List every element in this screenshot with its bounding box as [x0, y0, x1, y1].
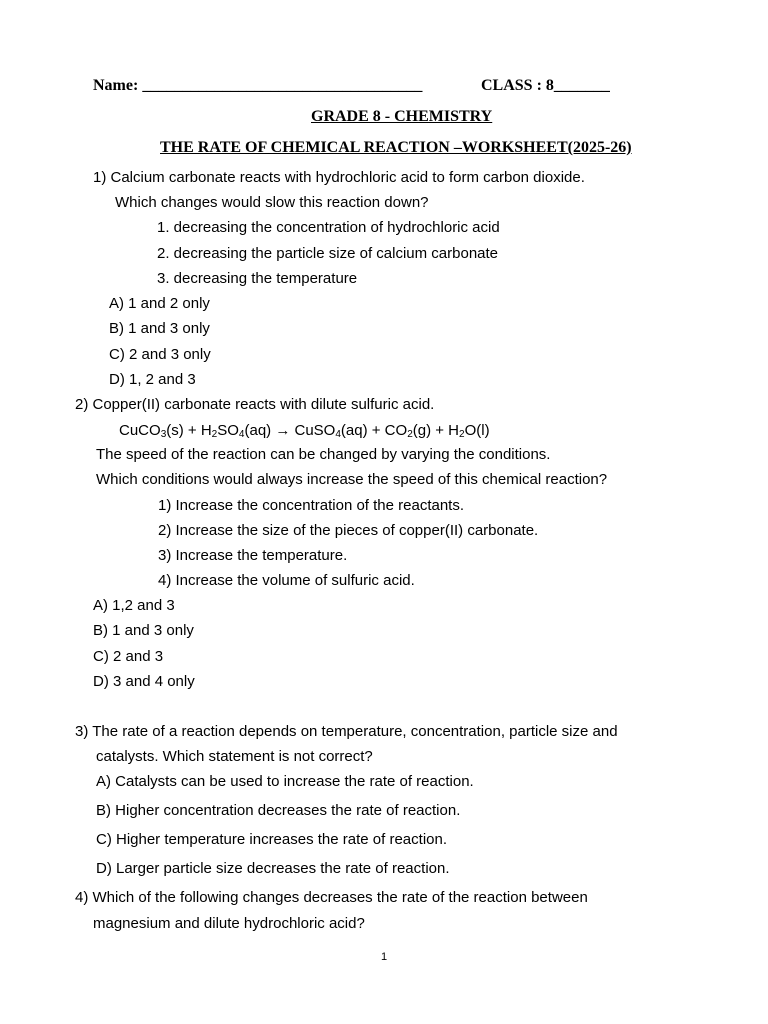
q2-option-d: D) 3 and 4 only: [93, 673, 195, 690]
q1-item-2: 2. decreasing the particle size of calcium carbonate: [157, 245, 499, 262]
q3-stem-line2: catalysts. Which statement is not correct?: [96, 748, 373, 765]
q3-option-b: B) Higher concentration decreases the rate of reaction.: [96, 802, 461, 819]
q1-option-b: B) 1 and 3 only: [109, 320, 210, 337]
q1-stem-line1: 1) Calcium carbonate reacts with hydrochloric acid to form carbon dioxide.: [93, 169, 585, 186]
q2-item-3: 3) Increase the temperature.: [158, 547, 348, 564]
class-field-label: CLASS : 8_______: [481, 77, 610, 94]
name-field-label: Name: ___________________________________: [93, 77, 423, 94]
q1-item-1: 1. decreasing the concentration of hydrochloric acid: [157, 219, 500, 236]
q3-option-a: A) Catalysts can be used to increase the rate of reaction.: [96, 773, 474, 790]
grade-title: GRADE 8 - CHEMISTRY: [311, 108, 493, 125]
q1-option-c: C) 2 and 3 only: [109, 346, 211, 363]
q2-stem-line2: The speed of the reaction can be changed by varying the conditions.: [96, 446, 551, 463]
q1-option-a: A) 1 and 2 only: [109, 295, 210, 312]
q3-option-c: C) Higher temperature increases the rate of reaction.: [96, 831, 447, 848]
q2-option-b: B) 1 and 3 only: [93, 622, 194, 639]
q2-item-1: 1) Increase the concentration of the reactants.: [158, 497, 465, 514]
q2-stem-line1: 2) Copper(II) carbonate reacts with dilute sulfuric acid.: [75, 396, 435, 413]
q4-stem-line2: magnesium and dilute hydrochloric acid?: [93, 915, 365, 932]
q1-item-3: 3. decreasing the temperature: [157, 270, 358, 287]
page-number: 1: [380, 951, 388, 963]
worksheet-title: THE RATE OF CHEMICAL REACTION –WORKSHEET(2025-26): [160, 139, 632, 156]
q2-item-4: 4) Increase the volume of sulfuric acid.: [158, 572, 415, 589]
q2-option-c: C) 2 and 3: [93, 648, 164, 665]
q2-chemical-equation: CuCO$_3$(s) + $H_2SO_4(aq)$ → CuSO$_4$(aq) + $CO_2(g) + H_2O(l)$: [119, 422, 490, 440]
q2-option-a: A) 1,2 and 3: [93, 597, 175, 614]
q3-stem-line1: 3) The rate of a reaction depends on temperature, concentration, particle size and: [75, 723, 618, 740]
q1-stem-line2: Which changes would slow this reaction down?: [115, 194, 429, 211]
q4-stem-line1: 4) Which of the following changes decreases the rate of the reaction between: [75, 889, 588, 906]
q1-option-d: D) 1, 2 and 3: [109, 371, 196, 388]
q2-item-2: 2) Increase the size of the pieces of copper(II) carbonate.: [158, 522, 539, 539]
q2-stem-line3: Which conditions would always increase the speed of this chemical reaction?: [96, 471, 608, 488]
q3-option-d: D) Larger particle size decreases the rate of reaction.: [96, 860, 450, 877]
